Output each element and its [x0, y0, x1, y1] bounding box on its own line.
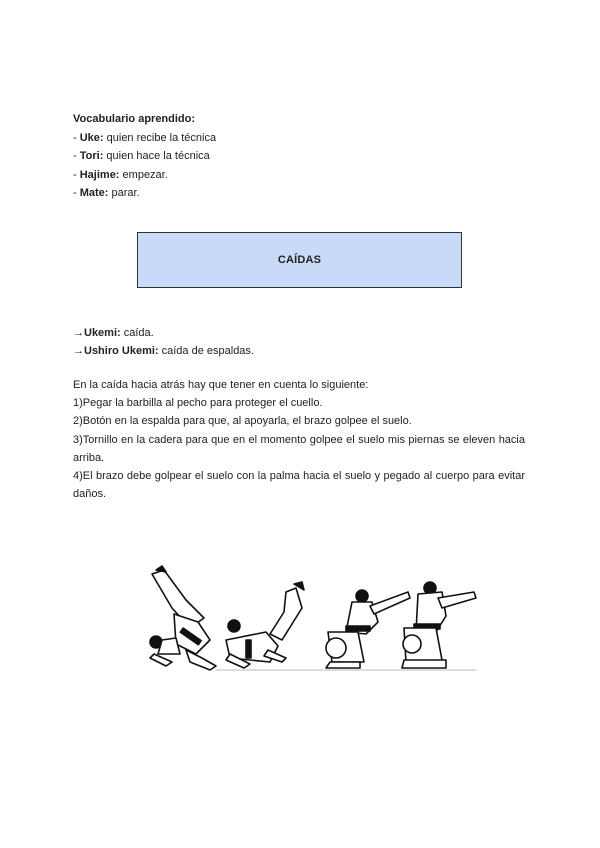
vocabulary-definition: quien hace la técnica	[103, 150, 210, 162]
vocabulary-term: Tori:	[79, 150, 104, 162]
list-dash: -	[73, 187, 80, 199]
vocabulary-definition: quien recibe la técnica	[103, 131, 217, 144]
vocabulary-item-mate	[73, 184, 543, 203]
list-dash: -	[73, 131, 80, 144]
ukemi-term: Ukemi:	[84, 327, 121, 339]
vocabulary-definition: empezar.	[119, 168, 168, 181]
vocabulary-section	[73, 110, 543, 203]
instructions-section	[73, 376, 525, 503]
ukemi-item	[73, 324, 543, 342]
instruction-step: 3)Tornillo en la cadera para que en el momento golpee el suelo mis piernas se eleven hacia arriba.	[73, 433, 525, 464]
vocabulary-definition: parar.	[108, 187, 140, 199]
vocabulary-item-hajime	[73, 166, 543, 185]
arrow-icon: →	[73, 345, 84, 357]
section-title: CAÍDAS	[277, 254, 322, 266]
vocabulary-term: Mate:	[79, 187, 109, 199]
judo-backward-fall-sequence-icon	[146, 562, 480, 674]
vocabulary-title: Vocabulario aprendido:	[73, 113, 196, 125]
judoka-figure-4	[402, 582, 476, 668]
ukemi-definition: caída de espaldas.	[158, 345, 254, 357]
judoka-figure-2	[226, 582, 304, 668]
ukemi-definitions	[73, 324, 543, 360]
list-dash: -	[73, 150, 80, 162]
judoka-figure-3	[326, 590, 410, 668]
ukemi-term: Ushiro Ukemi:	[84, 345, 159, 357]
instruction-step: 2)Botón en la espalda para que, al apoyarla, el brazo golpee el suelo.	[73, 415, 412, 428]
judoka-figure-1	[150, 566, 216, 670]
judo-fall-illustration	[146, 562, 480, 674]
instruction-step: 4)El brazo debe golpear el suelo con la palma hacia el suelo y pegado al cuerpo para evitar daños.	[73, 470, 525, 501]
ukemi-definition: caída.	[120, 327, 154, 339]
arrow-icon: →	[73, 327, 84, 339]
instruction-step: 1)Pegar la barbilla al pecho para proteger el cuello.	[73, 397, 323, 410]
vocabulary-item-tori	[73, 147, 543, 166]
vocabulary-term: Uke:	[79, 131, 104, 144]
vocabulary-item-uke	[73, 129, 543, 148]
list-dash: -	[73, 168, 80, 181]
ushiro-ukemi-item	[73, 342, 543, 360]
section-title-box	[137, 232, 462, 288]
instructions-intro: En la caída hacia atrás hay que tener en cuenta lo siguiente:	[73, 379, 369, 391]
vocabulary-term: Hajime:	[79, 168, 120, 181]
